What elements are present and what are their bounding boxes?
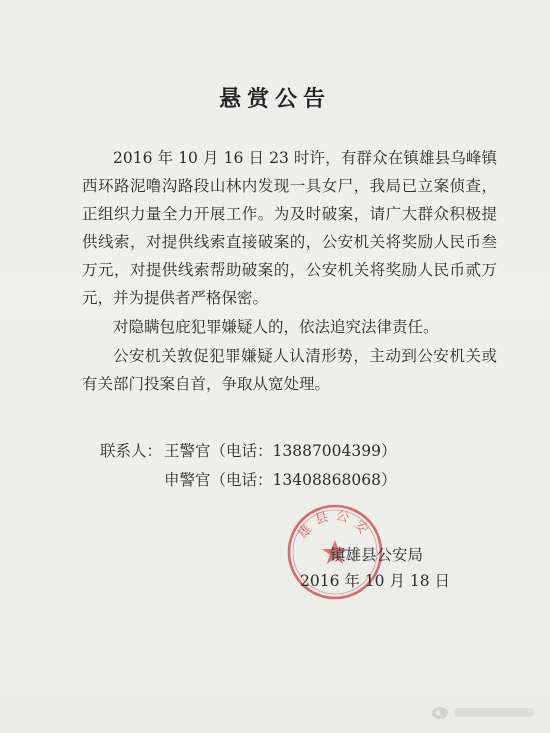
contact-row (100, 466, 396, 495)
contact-item-wang: 王警官（电话：13887004399） (164, 442, 397, 460)
contact-block (100, 437, 396, 495)
notice-body (82, 144, 497, 398)
signature-org: 镇雄县公安局 (330, 546, 424, 564)
contact-row (100, 437, 396, 466)
seal-text: 雄县公安 (295, 508, 375, 542)
watermark-logo (430, 702, 540, 722)
notice-title: 悬赏公告 (218, 86, 331, 112)
contact-item-shen: 申警官（电话：13408868068） (164, 471, 397, 489)
contact-label: 联系人： (100, 442, 163, 460)
signature-block (300, 542, 500, 594)
notice-paragraph-2: 对隐瞒包庇犯罪嫌疑人的，依法追究法律责任。 (113, 318, 439, 336)
notice-paragraph-3: 公安机关敦促犯罪嫌疑人认清形势，主动到公安机关或有关部门投案自首，争取从宽处理。 (82, 347, 497, 393)
signature-date: 2016 年 10 月 18 日 (300, 572, 451, 590)
notice-paragraph-1: 2016 年 10 月 16 日 23 时许，有群众在镇雄县乌峰镇西环路泥噜沟路段山林内发现一具女尸，我局已立案侦查，正组织力量全力开展工作。为及时破案，请广大群众积极提供线索，对提供线索直接破案的，公安机关将奖励人民币叁万元，对提供线索帮助破案的，公安机关将奖励人民币贰万元，并为提供者严格保密。 (82, 149, 497, 307)
svg-text:雄县公安 (295, 508, 375, 542)
